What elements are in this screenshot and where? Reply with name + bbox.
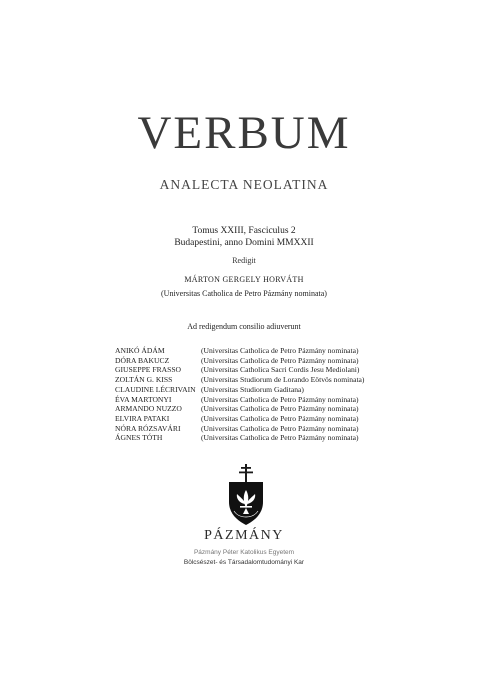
board-member xyxy=(115,414,415,424)
member-affiliation: (Universitas Catholica de Petro Pázmány nominata) xyxy=(201,394,359,404)
volume-info xyxy=(0,225,488,249)
board-member xyxy=(115,365,415,375)
member-affiliation: (Universitas Catholica de Petro Pázmány nominata) xyxy=(201,413,359,423)
editor-name: MÁRTON GERGELY HORVÁTH xyxy=(184,275,304,284)
member-affiliation: (Universitas Catholica de Petro Pázmány nominata) xyxy=(201,346,359,355)
board-member xyxy=(115,346,415,356)
member-affiliation: (Universitas Catholica Sacri Cordis Jesu Mediolani) xyxy=(201,365,360,375)
member-name: ÁGNES TÓTH xyxy=(115,433,163,443)
pazmany-crest-icon xyxy=(226,464,266,526)
member-name: GIUSEPPE FRASSO xyxy=(115,365,182,375)
member-name: NÓRA RÓZSAVÁRI xyxy=(115,423,181,433)
board-member xyxy=(115,395,415,405)
member-name: ANIKÓ ÁDÁM xyxy=(115,346,165,355)
volume-line-1: Tomus XXIII, Fasciculus 2 xyxy=(192,226,296,236)
member-affiliation: (Universitas Catholica de Petro Pázmány nominata) xyxy=(201,433,359,443)
board-member xyxy=(115,404,415,414)
member-name: ARMANDO NUZZO xyxy=(115,404,182,414)
member-name: ZOLTÁN G. KISS xyxy=(115,375,173,385)
member-name: ELVIRA PATAKI xyxy=(115,413,170,423)
member-affiliation: (Universitas Catholica de Petro Pázmány nominata) xyxy=(201,404,359,414)
editor-affiliation: (Universitas Catholica de Petro Pázmány nominata) xyxy=(161,289,327,298)
member-affiliation: (Universitas Catholica de Petro Pázmány nominata) xyxy=(201,355,359,365)
editorial-board-list xyxy=(115,346,415,443)
editor-label: Redigit xyxy=(232,256,256,265)
board-member xyxy=(115,356,415,366)
board-label: Ad redigendum consilio adiuverunt xyxy=(187,322,301,331)
member-name: ÉVA MARTONYI xyxy=(115,394,172,404)
journal-subtitle: ANALECTA NEOLATINA xyxy=(159,177,329,192)
board-member xyxy=(115,433,415,443)
member-affiliation: (Universitas Studiorum Gaditana) xyxy=(201,384,304,394)
member-name: DÓRA BAKUCZ xyxy=(115,355,170,365)
university-name: Pázmány Péter Katolikus Egyetem xyxy=(193,549,295,556)
member-name: CLAUDINE LÉCRIVAIN xyxy=(115,384,196,394)
member-affiliation: (Universitas Catholica de Petro Pázmány nominata) xyxy=(201,423,359,433)
volume-line-2: Budapestini, anno Domini MMXXII xyxy=(174,238,314,248)
board-member xyxy=(115,424,415,434)
faculty-name: Bölcsészet- és Társadalomtudományi Kar xyxy=(183,559,305,566)
journal-title: VERBUM xyxy=(137,107,351,159)
board-member xyxy=(115,375,415,385)
member-affiliation: (Universitas Studiorum de Lorando Eötvös nominata) xyxy=(201,375,365,385)
publisher-wordmark: PÁZMÁNY xyxy=(204,528,284,543)
board-member xyxy=(115,385,415,395)
